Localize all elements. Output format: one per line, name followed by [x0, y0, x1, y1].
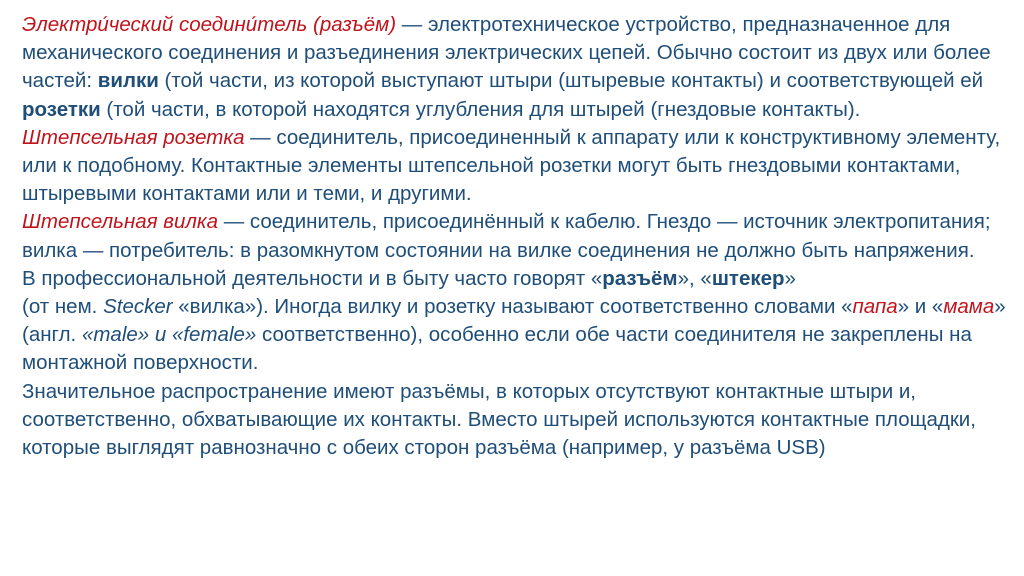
term-plug-bold: вилки	[97, 69, 159, 93]
text-segment: » (англ.	[22, 295, 1006, 347]
text-segment: В профессиональной деятельности и в быту часто говорят «	[22, 266, 603, 290]
text-segment: соответственно), особенно если обе части соединителя не закреплены на монтажной поверхности.	[22, 323, 972, 375]
paragraph-plug-socket	[22, 124, 1012, 209]
term-plug: Штепсельная вилка	[22, 210, 219, 234]
term-shteker-bold: штекер	[711, 266, 785, 290]
text-segment: » и «	[897, 295, 944, 319]
paragraph-connector-definition	[22, 11, 1012, 124]
term-electrical-connector: Электри́ческий соедини́тель (разъём)	[22, 13, 397, 36]
paragraph-plug	[22, 208, 1012, 264]
text-segment: (той части, из которой выступают штыри (штыревые контакты) и соответствующей ей	[158, 69, 984, 93]
term-mama: мама	[943, 295, 995, 319]
slide-body	[22, 11, 1012, 462]
term-stecker-italic: Stecker	[103, 295, 173, 319]
term-razyom-bold: разъём	[602, 266, 678, 290]
text-segment: », «	[677, 266, 712, 290]
paragraph-slang	[22, 265, 1012, 378]
term-papa: папа	[852, 295, 898, 319]
term-plug-socket: Штепсельная розетка	[22, 125, 245, 149]
text-segment: »	[784, 266, 796, 290]
term-socket-bold: розетки	[22, 97, 101, 121]
text-segment: «вилка»). Иногда вилку и розетку называют соответственно словами «	[172, 295, 853, 319]
text-segment: (той части, в которой находятся углубления для штырей (гнездовые контакты).	[100, 97, 861, 121]
text-segment: Значительное распространение имеют разъёмы, в которых отсутствуют контактные штыри и, соответственно, обхватывающие их контакты. Вместо штырей используются контактные площадки, которые выглядят равнозначно с обеих сторон разъёма (например, у разъёма USB)	[22, 379, 976, 460]
paragraph-contactless	[22, 378, 1012, 463]
text-segment: — соединитель, присоединенный к аппарату или к конструктивному элементу, или к подобному. Контактные элементы штепсельной розетки могут быть гнездовыми контактами, штыревыми контактами или и теми, и другими.	[22, 125, 1001, 206]
text-segment: (от нем.	[22, 295, 104, 319]
text-segment: — соединитель, присоединённый к кабелю. Гнездо — источник электропитания; вилка — потребитель: в разомкнутом состоянии на вилке соединения не должно быть напряжения.	[22, 210, 991, 262]
term-male-female-italic: «male» и «female»	[81, 323, 257, 347]
text-segment: — электротехническое устройство, предназначенное для механического соединения и разъединения электрических цепей. Обычно состоит из двух или более частей:	[22, 13, 991, 93]
